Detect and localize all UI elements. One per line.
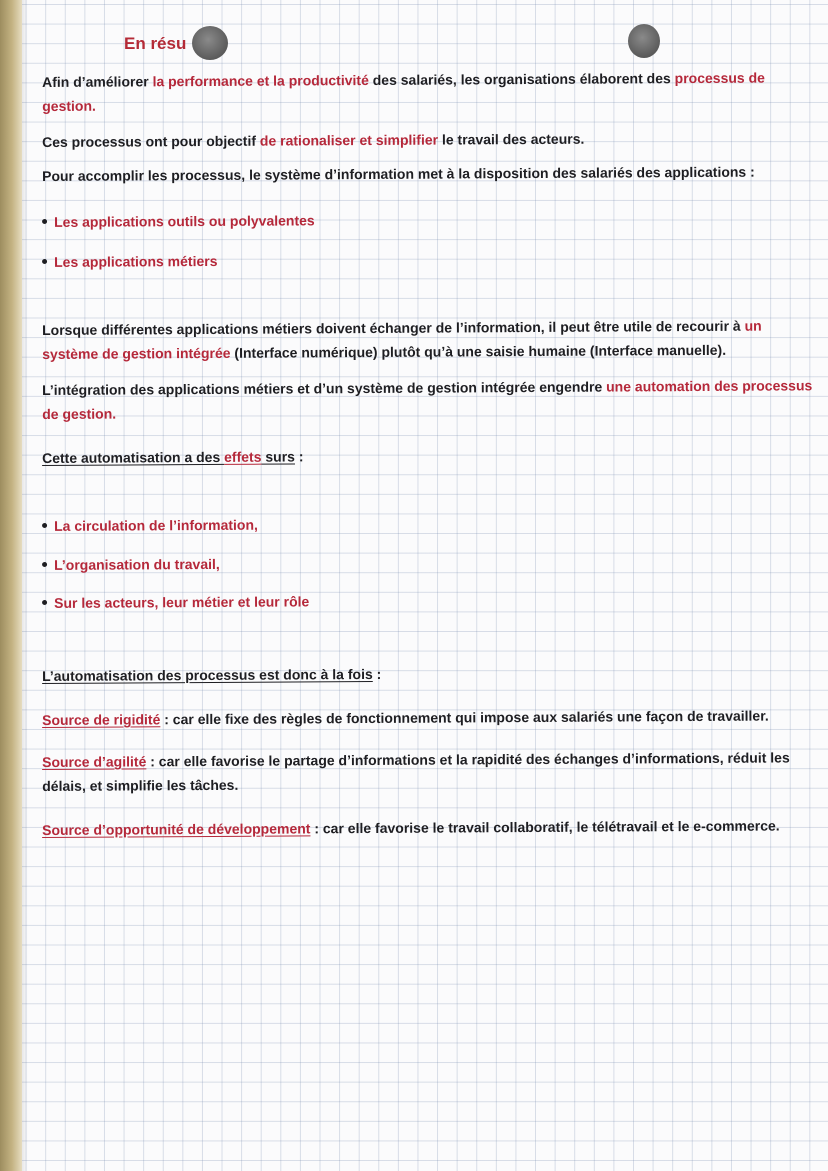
application-label: Les applications métiers — [54, 252, 218, 270]
conclusion-heading-colon: : — [372, 665, 382, 682]
intro-p1-text: Afin d’améliorer — [42, 73, 153, 90]
intro-p1-highlight-performance: la performance et la productivité — [152, 72, 369, 90]
rigidite-text: : car elle fixe des règles de fonctionnement qui impose aux salariés une façon de travailler. — [160, 707, 769, 728]
applications-list-item — [42, 245, 814, 274]
integration-p4-text-2: (Interface numérique) plutôt qu’à une saisie humaine (Interface manuelle). — [230, 341, 727, 361]
page-binding-edge — [0, 0, 22, 1171]
integration-paragraph-2 — [42, 373, 814, 426]
effects-list-item — [42, 509, 814, 538]
effects-heading-text-2: surs — [261, 448, 295, 465]
opportunite-label: Source d’opportunité de développement — [42, 820, 311, 838]
intro-p2-text-2: le travail des acteurs. — [438, 130, 585, 148]
integration-p4-text: Lorsque différentes applications métiers doivent échanger de l’information, il peut être utile de recourir à — [42, 317, 745, 338]
bullet-icon — [42, 600, 47, 605]
intro-p2-text: Ces processus ont pour objectif — [42, 132, 260, 150]
conclusion-heading — [42, 659, 814, 688]
binding-shadow — [22, 0, 28, 1171]
source-opportunite — [42, 813, 814, 842]
effects-heading-text: Cette automatisation a des — [42, 448, 225, 466]
effect-label: L’organisation du travail, — [54, 555, 220, 573]
page-title: En résu — [124, 34, 187, 53]
effects-heading-colon: : — [294, 448, 304, 465]
punch-hole-right — [628, 24, 660, 58]
intro-p2-highlight: de rationaliser et simplifier — [259, 131, 439, 149]
effect-label: La circulation de l’information, — [54, 516, 258, 534]
integration-p5-highlight: une automation des processus de gestion. — [42, 377, 813, 422]
agilite-text: : car elle favorise le partage d’informations et la rapidité des échanges d’informations, réduit les délais, et simplifie les tâches. — [42, 749, 790, 794]
bullet-icon — [42, 523, 47, 528]
punch-hole-left — [192, 26, 228, 60]
source-rigidite — [42, 703, 814, 732]
integration-paragraph-1 — [42, 313, 814, 366]
effects-list-item — [42, 548, 814, 577]
intro-paragraph-2 — [42, 125, 814, 154]
integration-p4-highlight: un système de gestion intégrée — [42, 317, 762, 362]
agilite-label: Source d’agilité — [42, 753, 147, 770]
integration-p5-text: L’intégration des applications métiers et d’un système de gestion intégrée engendre — [42, 378, 607, 398]
conclusion-heading-text: L’automatisation des processus est donc à la fois — [42, 665, 373, 684]
effects-list-item — [42, 586, 814, 615]
applications-list-item — [42, 205, 814, 234]
bullet-icon — [42, 219, 47, 224]
opportunite-text: : car elle favorise le travail collaboratif, le télétravail et le e-commerce. — [310, 817, 780, 837]
bullet-icon — [42, 562, 47, 567]
intro-paragraph-1 — [42, 65, 814, 118]
effect-label: Sur les acteurs, leur métier et leur rôle — [54, 593, 310, 611]
effects-heading-highlight: effets — [224, 448, 262, 465]
application-label: Les applications outils ou polyvalentes — [54, 212, 315, 230]
source-agilite — [42, 745, 814, 798]
intro-paragraph-3: Pour accomplir les processus, le système d’information met à la disposition des salariés des applications : — [42, 163, 755, 184]
bullet-icon — [42, 259, 47, 264]
effects-heading — [42, 441, 814, 470]
rigidite-label: Source de rigidité — [42, 711, 161, 728]
intro-p1-text-2: des salariés, les organisations élaborent des — [368, 70, 675, 89]
intro-p1-highlight-processus: processus de gestion. — [42, 69, 765, 114]
